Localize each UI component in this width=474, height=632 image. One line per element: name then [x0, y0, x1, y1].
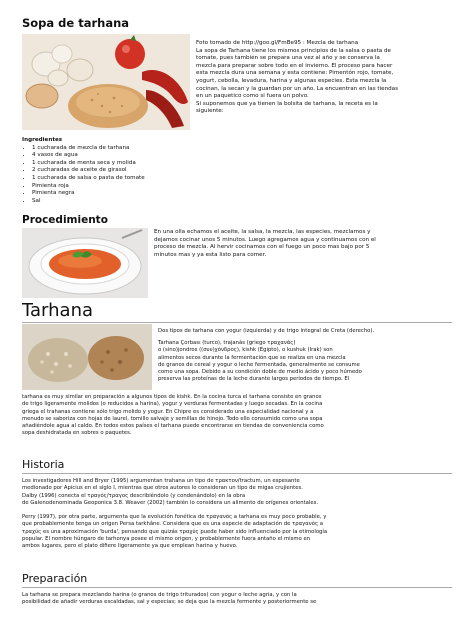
procedure-line: En una olla echamos el aceite, la salsa, la mezcla, las especies, mezclamos y	[154, 229, 371, 235]
wiki-body	[22, 394, 462, 438]
ingredients-section	[22, 137, 222, 205]
history-paragraph-2	[22, 514, 462, 550]
intro-line: preserva las proteínas de la leche durante largos períodos de tiempo. El	[158, 376, 350, 383]
body-line: griega el trahanas contiene sólo trigo molido y yogur. En Chipre es considerado una especialidad nacional y a	[22, 408, 314, 415]
body-line: de trigo ligeramente molidos (o reducidos a harina), yogur y verduras fermentadas y luego secadas. En la cocina	[22, 401, 323, 408]
photo-caption-line: Foto tomado de http://goo.gl/FmBe95 : Mezcla de tarhana	[196, 40, 359, 46]
intro-line: yogurt, cebolla, levadura, harina y algunas especies. Esta mezcla la	[196, 77, 387, 84]
wiki-caption: Dos tipos de tarhana con yogur (izquierda) y de trigo integral de Creta (derecho).	[158, 328, 375, 334]
procedure-line: proceso de mezcla. Al hervir cocinamos con el fuego un poco mas bajo por 5	[154, 244, 370, 251]
history-line: que probablemente tenga un origen Persa tarkhâne. Considera que es una especie de adaptación de τραγανός a	[22, 521, 323, 528]
list-item: • 2 cucharadas de aceite de girasol	[32, 167, 222, 175]
wiki-intro	[158, 340, 458, 384]
intro-line: Si suponemos que ya tienen la bolsita de tarhana, la receta es la	[196, 100, 378, 107]
history-line: Perry (1997), por otra parte, argumenta que la evolución fonética de τραγανός a tarhana es muy poco probable, y	[22, 514, 327, 520]
preparation-paragraph	[22, 592, 462, 607]
intro-line: esta mezcla dura una semana y esta contiene: Pimentón rojo, tomate,	[196, 70, 394, 77]
intro-line: o (sino)jondros ((συν)χόνδρος), kishk (Egipto), o kushuk (Irak) son	[158, 347, 333, 354]
history-line: de Galenodenominada Geoponica 3.8. Weaver (2002) también lo considera un alimento de orígenes orientales.	[22, 499, 319, 506]
history-line: ambos lugares, pero el plato difiere ligeramente ya que emplean harina y huevo.	[22, 543, 238, 550]
title-divider	[22, 322, 452, 323]
ingredients-list	[22, 145, 222, 206]
history-line: medionado por Apicius en el siglo I, mientras que otros autores lo consideran un tipo de migas crujientes.	[22, 485, 303, 492]
history-divider	[22, 473, 452, 474]
intro-line: alimentos secos durante la fermentación que se realiza en una mezcla	[158, 354, 346, 361]
list-item: • 1 cucharada de salsa o pasta de tomate	[32, 175, 222, 183]
tarhana-grains-photo	[22, 324, 152, 390]
body-line: tarhana es muy similar en preparación a algunos tipos de kishk. En la cocina turca el tarhana consiste en granos	[22, 394, 322, 400]
body-line: añadiéndole agua al caldo. En todos estos países el tarhana puede encontrarse en tiendas de conveniencia como	[22, 423, 324, 430]
intro-line: siguiente:	[196, 108, 224, 115]
list-item: • Sal	[32, 198, 222, 206]
list-item: • Pimienta roja	[32, 183, 222, 191]
intro-line: Tarhana Çorbası (turco), trajanás (griego τραχανάς)	[158, 340, 296, 346]
history-paragraph-1	[22, 478, 462, 507]
recipe-intro	[196, 40, 456, 116]
history-heading: Historia	[22, 458, 65, 471]
intro-line: tomate, pues también se prepara una vez al año y se conserva la	[196, 55, 380, 62]
ingredients-heading: Ingredientes	[22, 137, 63, 143]
soup-photo	[22, 228, 148, 298]
intro-line: de granos de cereal y yogur o leche fermentada, generalmente se consume	[158, 361, 360, 368]
procedure-text	[154, 229, 460, 259]
prep-line: La tarhana se prepara mezclando harina (o granos de trigo triturados) con yogur o leche agria, y con la	[22, 592, 297, 598]
preparation-heading: Preparación	[22, 572, 88, 585]
list-item: • 1 cucharada de menta seca y molida	[32, 160, 222, 168]
recipe-title: Sopa de tarhana	[22, 16, 130, 30]
intro-line: La sopa de Tarhana tiene los mismos principios de la salsa o pasta de	[196, 47, 391, 54]
list-item: • 4 vasos de agua	[32, 152, 222, 160]
procedure-line: dejamos cocinar unos 5 minutos. Luego agregamos agua y continuamos con el	[154, 236, 376, 243]
procedure-heading: Procedimiento	[22, 214, 108, 226]
preparation-divider	[22, 587, 452, 588]
body-line: menudo se saboriza con hojas de laurel, tomillo salvaje y semillas de hinojo. Todo ello consumido como una sopa	[22, 415, 323, 422]
intro-line: mezcla para preparar sobre todo en el invierno. El proceso para hacer	[196, 62, 393, 69]
intro-line: en un paquetico como si fuera un polvo.	[196, 93, 309, 100]
list-item: • 1 cucharada de mezcla de tarhana	[32, 145, 222, 153]
history-line: τραχύς es una aproximación 'burda', pensando que quizás τραχύς puede haber sido influenciado por la etimología	[22, 528, 328, 535]
tarhana-ingredients-photo	[22, 34, 190, 130]
history-line: Dalby (1996) conecta el τραγός/τραγος describiéndolo (y condenándolo) en la obra	[22, 492, 246, 499]
history-line: popular. El nombre húngaro de tarhonya posee el mismo origen, y probablemente fuera antaño el mismo en	[22, 535, 311, 542]
prep-line: posibilidad de añadir verduras escaldadas, sal y especias; se deja que la mezcla fermente y posteriormente se	[22, 599, 317, 606]
body-line: sopa deshidratada en sobres o paquetes.	[22, 430, 132, 437]
list-item: • Pimienta negra	[32, 190, 222, 198]
history-line: Los investigadores Hill and Bryer (1995) argumentan trahana un tipo de τρακτον/tractum, un espesante	[22, 478, 300, 484]
procedure-line: minutos mas y ya esta listo para comer.	[154, 251, 267, 258]
wiki-title: Tarhana	[22, 300, 94, 321]
intro-line: cocinan, la secan y la guardan por un año. La encuentran en las tiendas	[196, 85, 399, 92]
intro-line: como una sopa. Debido a su condición doble de medio ácido y poco húmedo	[158, 369, 362, 376]
